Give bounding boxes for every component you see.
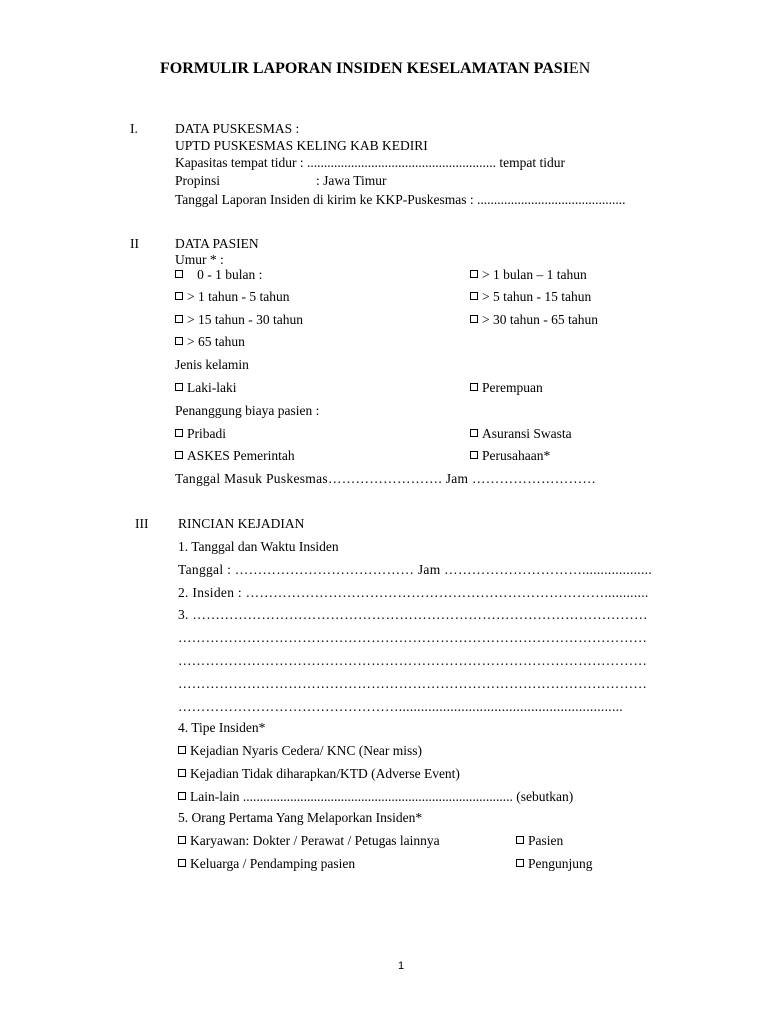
- propinsi-value: : Jawa Timur: [316, 173, 387, 188]
- item-5-label: 5. Orang Pertama Yang Melaporkan Insiden*: [178, 810, 423, 825]
- checkbox-icon[interactable]: [470, 429, 478, 437]
- age-option-label: 0 - 1 bulan :: [197, 267, 263, 282]
- insiden-field[interactable]: 2. Insiden : ……………………………………………………………………............: [178, 585, 649, 600]
- checkbox-icon[interactable]: [175, 429, 183, 437]
- age-option-label: > 15 tahun - 30 tahun: [187, 312, 303, 327]
- item-4-label: 4. Tipe Insiden*: [178, 720, 266, 735]
- tipe-insiden-label: Kejadian Tidak diharapkan/KTD (Adverse Event): [190, 766, 460, 781]
- form-title-tail: EN: [568, 60, 591, 77]
- umur-label: Umur * :: [175, 252, 224, 267]
- payer-option-label: Perusahaan*: [482, 448, 551, 463]
- item-3-line[interactable]: ………………………………………….............................................................: [178, 699, 623, 714]
- item-3-line[interactable]: 3. ………………………………………………………………………………………: [178, 607, 648, 622]
- pelapor-label: Karyawan: Dokter / Perawat / Petugas lainnya: [190, 833, 440, 848]
- gender-option-label: Perempuan: [482, 380, 543, 395]
- checkbox-icon[interactable]: [175, 270, 183, 278]
- checkbox-icon[interactable]: [178, 859, 186, 867]
- age-option-label: > 1 bulan – 1 tahun: [482, 267, 587, 282]
- checkbox-icon[interactable]: [175, 451, 183, 459]
- age-option-30-65-tahun[interactable]: [470, 312, 598, 328]
- checkbox-icon[interactable]: [470, 292, 478, 300]
- pelapor-karyawan[interactable]: [178, 833, 440, 849]
- checkbox-icon[interactable]: [470, 383, 478, 391]
- jenis-kelamin-label: Jenis kelamin: [175, 357, 249, 372]
- tipe-insiden-label: Lain-lain ................................................................................ (sebutkan): [190, 789, 574, 804]
- item-3-line[interactable]: …………………………………………………………………………………………: [178, 653, 648, 668]
- page-number: 1: [398, 960, 405, 972]
- checkbox-icon[interactable]: [516, 836, 524, 844]
- kapasitas-field[interactable]: Kapasitas tempat tidur : ........................................................ tempat tidur: [175, 155, 565, 170]
- item-1-label: 1. Tanggal dan Waktu Insiden: [178, 539, 339, 554]
- item-3-line[interactable]: …………………………………………………………………………………………: [178, 676, 648, 691]
- checkbox-icon[interactable]: [470, 451, 478, 459]
- tipe-insiden-ktd[interactable]: [178, 766, 460, 782]
- checkbox-icon[interactable]: [470, 315, 478, 323]
- age-option-0-1-bulan[interactable]: [175, 267, 262, 283]
- gender-option-label: Laki-laki: [187, 380, 237, 395]
- section-1-number: I.: [130, 121, 138, 136]
- checkbox-icon[interactable]: [178, 836, 186, 844]
- section-3-number: III: [135, 516, 149, 531]
- payer-option-perusahaan[interactable]: [470, 448, 550, 464]
- payer-option-pribadi[interactable]: [175, 426, 226, 442]
- checkbox-icon[interactable]: [175, 315, 183, 323]
- payer-option-askes-pemerintah[interactable]: [175, 448, 295, 464]
- tipe-insiden-lain-lain[interactable]: [178, 789, 573, 805]
- gender-option-laki-laki[interactable]: [175, 380, 236, 396]
- age-option-5-15-tahun[interactable]: [470, 289, 591, 305]
- section-1-heading: DATA PUSKESMAS :: [175, 121, 300, 136]
- age-option-15-30-tahun[interactable]: [175, 312, 303, 328]
- age-option-label: > 1 tahun - 5 tahun: [187, 289, 290, 304]
- payer-option-label: Asuransi Swasta: [482, 426, 572, 441]
- payer-option-asuransi-swasta[interactable]: [470, 426, 572, 442]
- checkbox-icon[interactable]: [175, 337, 183, 345]
- checkbox-icon[interactable]: [175, 292, 183, 300]
- tanggal-insiden-field[interactable]: Tanggal : ………………………………… Jam …………………………...................: [178, 562, 653, 577]
- propinsi-label: Propinsi: [175, 173, 221, 188]
- checkbox-icon[interactable]: [470, 270, 478, 278]
- pelapor-label: Pasien: [528, 833, 564, 848]
- section-3-heading: RINCIAN KEJADIAN: [178, 516, 305, 531]
- checkbox-icon[interactable]: [178, 746, 186, 754]
- section-2-number: II: [130, 236, 139, 251]
- form-title-main: FORMULIR LAPORAN INSIDEN KESELAMATAN PASI: [160, 60, 569, 77]
- tanggal-masuk-field[interactable]: Tanggal Masuk Puskesmas……………………. Jam ………………………: [175, 471, 597, 486]
- age-option-1-5-tahun[interactable]: [175, 289, 289, 305]
- pelapor-pengunjung[interactable]: [516, 856, 593, 872]
- age-option-65-tahun[interactable]: [175, 334, 245, 350]
- checkbox-icon[interactable]: [516, 859, 524, 867]
- age-option-label: > 30 tahun - 65 tahun: [482, 312, 598, 327]
- checkbox-icon[interactable]: [178, 792, 186, 800]
- section-2-heading: DATA PASIEN: [175, 236, 259, 251]
- form-title: [160, 61, 590, 77]
- checkbox-icon[interactable]: [175, 383, 183, 391]
- pelapor-keluarga[interactable]: [178, 856, 355, 872]
- tipe-insiden-label: Kejadian Nyaris Cedera/ KNC (Near miss): [190, 743, 423, 758]
- checkbox-icon[interactable]: [178, 769, 186, 777]
- payer-option-label: ASKES Pemerintah: [187, 448, 295, 463]
- age-option-label: > 65 tahun: [187, 334, 245, 349]
- age-option-1-bulan-1-tahun[interactable]: [470, 267, 587, 283]
- payer-option-label: Pribadi: [187, 426, 226, 441]
- tanggal-laporan-field[interactable]: Tanggal Laporan Insiden di kirim ke KKP-Puskesmas : ............................................: [175, 192, 626, 207]
- pelapor-pasien[interactable]: [516, 833, 563, 849]
- gender-option-perempuan[interactable]: [470, 380, 543, 396]
- pelapor-label: Pengunjung: [528, 856, 593, 871]
- puskesmas-name: UPTD PUSKESMAS KELING KAB KEDIRI: [175, 138, 428, 153]
- tipe-insiden-knc[interactable]: [178, 743, 422, 759]
- pelapor-label: Keluarga / Pendamping pasien: [190, 856, 356, 871]
- age-option-label: > 5 tahun - 15 tahun: [482, 289, 592, 304]
- penanggung-biaya-label: Penanggung biaya pasien :: [175, 403, 320, 418]
- item-3-line[interactable]: …………………………………………………………………………………………: [178, 630, 648, 645]
